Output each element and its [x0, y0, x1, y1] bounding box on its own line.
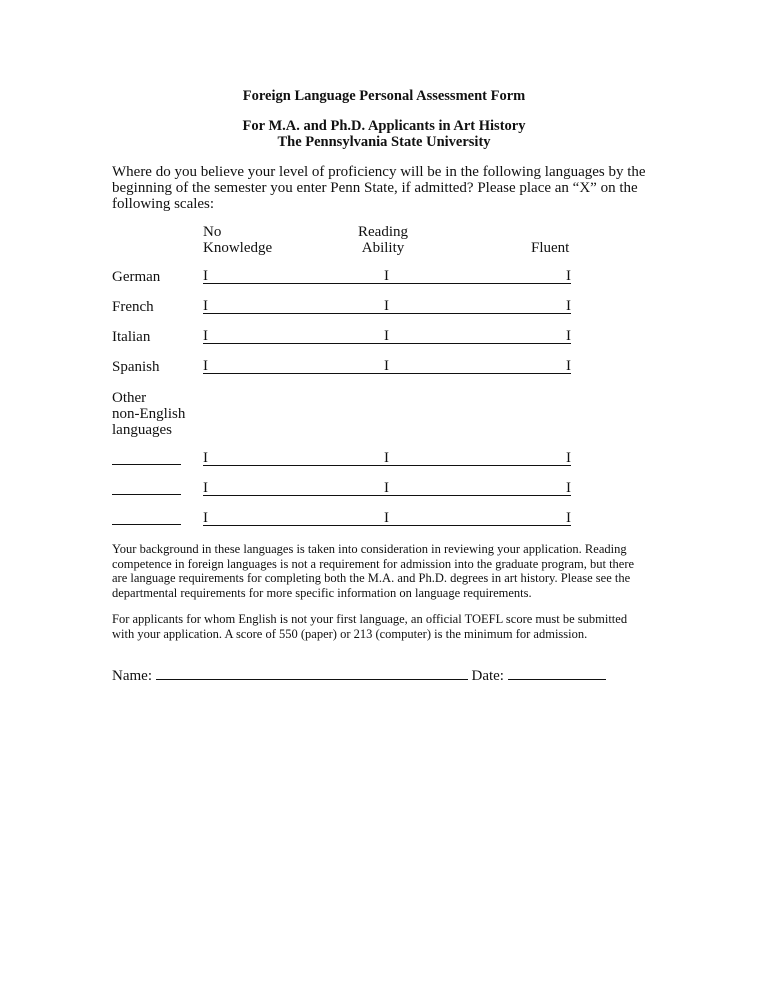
date-field[interactable] [508, 667, 606, 680]
date-label: Date: [471, 668, 504, 684]
scale-tick-start: I [203, 298, 208, 314]
signature-line [112, 667, 606, 685]
scale-tick-start: I [203, 358, 208, 374]
other-language-name-field-2[interactable] [112, 494, 181, 495]
language-label-spanish: Spanish [112, 359, 160, 375]
scale-tick-middle: I [384, 268, 389, 284]
proficiency-scale-italian[interactable] [203, 328, 571, 346]
scale-tick-start: I [203, 450, 208, 466]
scale-line [203, 373, 571, 374]
proficiency-scale-spanish[interactable] [203, 358, 571, 376]
scale-tick-start: I [203, 510, 208, 526]
header-reading-line1: Reading [358, 224, 408, 240]
scale-tick-end: I [566, 480, 571, 496]
scale-line [203, 313, 571, 314]
scale-line [203, 495, 571, 496]
header-no-line1: No [203, 224, 222, 240]
scale-tick-middle: I [384, 480, 389, 496]
scale-line [203, 525, 571, 526]
name-field[interactable] [156, 667, 468, 680]
scale-header-no-knowledge [203, 224, 272, 256]
header-reading-line2: Ability [361, 240, 405, 256]
language-label-french: French [112, 299, 154, 315]
name-label: Name: [112, 668, 152, 684]
language-label-italian: Italian [112, 329, 151, 345]
scale-tick-middle: I [384, 328, 389, 344]
scale-tick-end: I [566, 358, 571, 374]
form-title: Foreign Language Personal Assessment Form [242, 88, 526, 104]
scale-tick-start: I [203, 480, 208, 496]
header-no-line2: Knowledge [203, 240, 273, 256]
scale-tick-middle: I [384, 510, 389, 526]
toefl-note: For applicants for whom English is not your first language, an official TOEFL score must be submitted with your application. A score of 550 (paper) or 213 (computer) is the minimum for admission. [112, 612, 628, 641]
scale-tick-end: I [566, 298, 571, 314]
scale-line [203, 283, 571, 284]
subtitle-line-university: The Pennsylvania State University [277, 134, 491, 150]
proficiency-scale-french[interactable] [203, 298, 571, 316]
other-label-line3: languages [112, 422, 172, 438]
proficiency-scale-other-1[interactable] [203, 450, 571, 468]
form-subtitle [0, 118, 768, 150]
subtitle-line-program: For M.A. and Ph.D. Applicants in Art History [242, 118, 526, 134]
other-language-name-field-3[interactable] [112, 524, 181, 525]
scale-tick-end: I [566, 268, 571, 284]
proficiency-scale-other-2[interactable] [203, 480, 571, 498]
scale-tick-start: I [203, 268, 208, 284]
background-note: Your background in these languages is taken into consideration in reviewing your application. Reading competence in foreign languages is not a requirement for admission into the graduate program, but there are language requirements for completing both the M.A. and Ph.D. degrees in art history. Please see the departmental requirements for more specific information on language requirements. [112, 542, 635, 600]
scale-tick-middle: I [384, 298, 389, 314]
scale-tick-end: I [566, 328, 571, 344]
other-language-name-field-1[interactable] [112, 464, 181, 465]
other-languages-label [112, 390, 202, 438]
scale-tick-start: I [203, 328, 208, 344]
instructions-paragraph: Where do you believe your level of proficiency will be in the following languages by the beginning of the semester you enter Penn State, if admitted? Please place an “X” on the following scales: [112, 164, 646, 212]
proficiency-scale-german[interactable] [203, 268, 571, 286]
scale-header-fluent: Fluent [531, 240, 570, 256]
scale-tick-end: I [566, 510, 571, 526]
language-label-german: German [112, 269, 161, 285]
proficiency-scale-other-3[interactable] [203, 510, 571, 528]
scale-header-reading-ability [358, 224, 408, 256]
scale-tick-middle: I [384, 450, 389, 466]
scale-tick-middle: I [384, 358, 389, 374]
other-label-line1: Other [112, 390, 147, 406]
other-label-line2: non-English [112, 406, 186, 422]
scale-line [203, 465, 571, 466]
scale-line [203, 343, 571, 344]
scale-tick-end: I [566, 450, 571, 466]
